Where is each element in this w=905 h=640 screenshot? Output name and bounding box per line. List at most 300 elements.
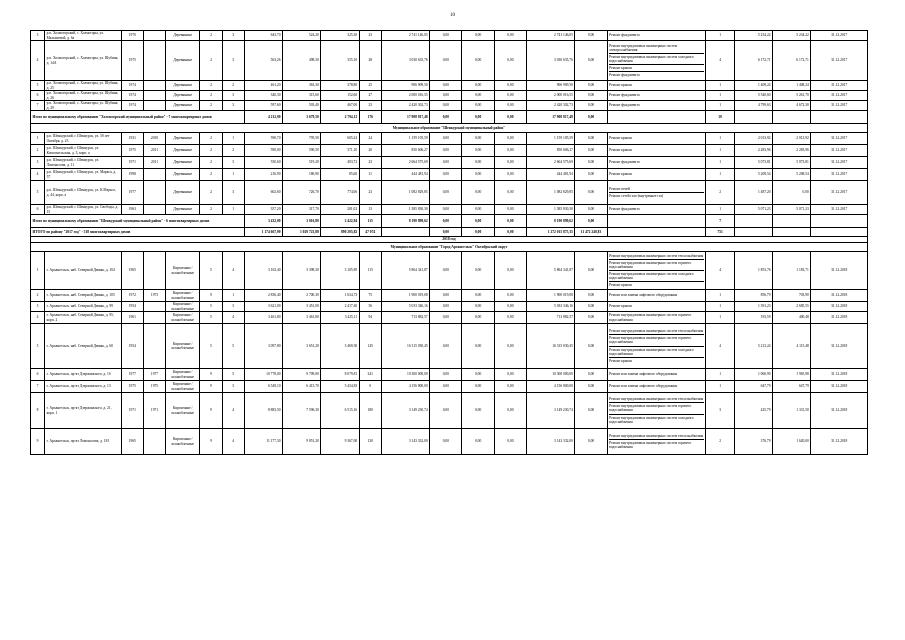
residents-cell: 341 <box>359 369 381 381</box>
entrances-cell: 4 <box>222 429 244 455</box>
regional-budget-cell: 0,00 <box>462 302 494 312</box>
total-cost-cell: 5 033 346,16 <box>381 302 429 312</box>
total-area-cell: 3 461,80 <box>244 312 282 324</box>
total-cost-cell: 850 606,27 <box>381 145 429 157</box>
work-type-item: Ремонт сетей газо-(внутреннее газ) <box>609 194 664 198</box>
regional-budget-cell: 0,00 <box>462 101 494 111</box>
owned-area-cell: 403,72 <box>321 157 359 169</box>
floors-cell: 2 <box>200 169 222 181</box>
total-area-cell: 550,60 <box>244 157 282 169</box>
municipality-header-row <box>31 243 868 252</box>
regional-budget-cell: 0,00 <box>462 157 494 169</box>
floors-cell: 9 <box>200 290 222 302</box>
other-funds-cell: 0,00 <box>575 145 607 157</box>
wall-material-cell: Деревянные <box>166 157 200 169</box>
wall-material-cell: Кирпичные / шлакоблочные <box>166 429 200 455</box>
fund-cell: 0,00 <box>430 369 462 381</box>
repair-year-cell: 1975 <box>143 381 165 393</box>
living-area-cell: 9 709,00 <box>283 369 321 381</box>
repair-year-cell: 2010 <box>143 133 165 145</box>
fund-cell: 0,00 <box>430 181 462 205</box>
entrances-cell: 1 <box>222 133 244 145</box>
local-budget-cell: 0,00 <box>494 228 526 237</box>
living-area-cell: 3 679,50 <box>283 111 321 124</box>
entrances-cell: 5 <box>222 324 244 369</box>
address-cell: р.п. Шенкурский, г. Шенкурск, ул. Ломоносова, д. 11 <box>45 157 122 169</box>
works-count-cell: 7 <box>706 215 734 228</box>
entrances-cell: 1 <box>222 169 244 181</box>
total-cost-cell: 3 143 332,00 <box>381 429 429 455</box>
row-number: 6 <box>31 91 45 101</box>
works-cell <box>607 41 706 81</box>
works-cell <box>607 101 706 111</box>
work-type-item: Ремонт внутридомовых инженерных систем горячего водоснабжения <box>609 313 692 322</box>
table-row <box>31 169 868 181</box>
address-cell: р.п. Холмогорский, с. Холмогоры, ул. Шубина, д. 14А <box>45 41 122 81</box>
address-cell: г. Архангельск, наб. Северной Двины, д. 105 <box>45 290 122 302</box>
local-budget-cell: 0,00 <box>494 169 526 181</box>
regional-budget-cell: 0,00 <box>462 381 494 393</box>
local-budget-cell: 0,00 <box>494 302 526 312</box>
work-type-item: Ремонт внутридомовых инженерных систем горячего водоснабжения <box>609 260 704 271</box>
row-number: 1 <box>31 133 45 145</box>
entrances-cell: 3 <box>222 41 244 81</box>
floors-cell: 2 <box>200 181 222 205</box>
unit-cost-cell <box>734 215 772 228</box>
deadline-cell: 31.12.2018 <box>811 302 868 312</box>
repair-year-cell <box>143 91 165 101</box>
fund-cell: 0,00 <box>430 228 462 237</box>
total-cost-cell: 3 030 635,76 <box>381 41 429 81</box>
row-number: 3 <box>31 302 45 312</box>
repair-year-cell: 1973 <box>143 290 165 302</box>
total-area-cell: 602,60 <box>244 181 282 205</box>
total-cost-cell: 4 156 800,00 <box>381 381 429 393</box>
deadline-cell: 31.12.2018 <box>811 381 868 393</box>
repair-register-table <box>30 30 868 455</box>
total-area-cell: 340,30 <box>244 91 282 101</box>
work-type-item: Ремонт внутридомовых инженерных систем теплоснабжения <box>609 253 704 260</box>
other-funds-cell: 0,00 <box>575 215 607 228</box>
repair-year-cell <box>143 31 165 41</box>
owned-area-cell: 2 794,12 <box>321 111 359 124</box>
total-cost-cell: 1 082 829,85 <box>381 181 429 205</box>
owners-funds-cell: 8 190 899,62 <box>527 215 575 228</box>
row-number: 6 <box>31 205 45 215</box>
max-unit-cost-cell: 5 073,81 <box>773 157 811 169</box>
row-number: 2 <box>31 145 45 157</box>
owners-funds-cell: 5 864 341,87 <box>527 252 575 290</box>
regional-budget-cell: 0,00 <box>462 205 494 215</box>
deadline-cell: 31.12.2017 <box>811 157 868 169</box>
fund-cell: 0,00 <box>430 205 462 215</box>
table-row <box>31 252 868 290</box>
table-row <box>31 81 868 91</box>
unit-cost-cell: 5 540,60 <box>734 91 772 101</box>
deadline-cell: 31.12.2018 <box>811 429 868 455</box>
works-count-cell: 1 <box>706 312 734 324</box>
table-row <box>31 369 868 381</box>
address-cell: г. Архангельск, пр-кт Ломоносова, д. 181 <box>45 429 122 455</box>
total-area-cell: 216,90 <box>244 169 282 181</box>
table-row <box>31 181 868 205</box>
max-unit-cost-cell: 1 408,24 <box>773 81 811 91</box>
unit-cost-cell: 1 391,23 <box>734 302 772 312</box>
local-budget-cell: 0,00 <box>494 157 526 169</box>
residents-cell: 24 <box>359 133 381 145</box>
regional-budget-cell: 0,00 <box>462 145 494 157</box>
deadline-cell: 31.12.2017 <box>811 133 868 145</box>
max-unit-cost-cell: 2 283,96 <box>773 145 811 157</box>
max-unit-cost-cell: 1 620,00 <box>773 429 811 455</box>
total-row <box>31 215 868 228</box>
repair-year-cell <box>143 41 165 81</box>
address-cell: г. Архангельск, наб. Северной Двины, д. 99 <box>45 302 122 312</box>
local-budget-cell: 0,00 <box>494 205 526 215</box>
residents-cell: 115 <box>359 215 381 228</box>
total-area-cell: 643,70 <box>244 31 282 41</box>
owners-funds-cell: 3 030 635,76 <box>527 41 575 81</box>
residents-cell: 145 <box>359 324 381 369</box>
build-year-cell: 1954 <box>121 302 143 312</box>
max-unit-cost-cell: 5 234,22 <box>773 31 811 41</box>
row-number: 4 <box>31 312 45 324</box>
wall-material-cell: Кирпичные / шлакоблочные <box>166 302 200 312</box>
max-unit-cost-cell: 5 261,70 <box>773 91 811 101</box>
total-area-cell: 8 883,50 <box>244 393 282 429</box>
work-type-item: Ремонт крыши <box>609 148 632 153</box>
address-cell: р.п. Шенкурский, г. Шенкурск, ул. Маркса, д. 57 <box>45 169 122 181</box>
municipality-title: Муниципальное образование "Шенкурский муниципальный район" <box>31 124 868 133</box>
total-cost-cell: 1 159 105,59 <box>381 133 429 145</box>
local-budget-cell: 0,00 <box>494 41 526 81</box>
owners-funds-cell: 2 420 302,73 <box>527 101 575 111</box>
living-area-cell: 2 700,30 <box>283 290 321 302</box>
residents-cell: 75 <box>359 290 381 302</box>
floors-cell: 2 <box>200 145 222 157</box>
deadline-cell <box>811 111 868 124</box>
owners-funds-cell: 1 272 015 875,35 <box>527 228 575 237</box>
local-budget-cell: 0,00 <box>494 252 526 290</box>
local-budget-cell: 0,00 <box>494 181 526 205</box>
other-funds-cell: 0,00 <box>575 133 607 145</box>
living-area-cell: 519,20 <box>283 157 321 169</box>
fund-cell: 0,00 <box>430 41 462 81</box>
build-year-cell: 1975 <box>121 41 143 81</box>
unit-cost-cell: 5 213,24 <box>734 324 772 369</box>
total-label-cell: Итого по муниципальному образованию "Холмогорский муниципальный район" - 7 многоквартирных домов <box>31 111 245 124</box>
work-type-item: Ремонт или замена лифтового оборудования <box>609 384 678 389</box>
row-number: 7 <box>31 381 45 393</box>
owned-area-cell: 5 434,83 <box>321 381 359 393</box>
works-cell <box>607 429 706 455</box>
total-area-cell: 461,20 <box>244 81 282 91</box>
owned-area-cell: 3 425,11 <box>321 312 359 324</box>
total-cost-cell: 8 190 899,62 <box>381 215 429 228</box>
regional-budget-cell: 0,00 <box>462 252 494 290</box>
owned-area-cell: 890 205,82 <box>321 228 359 237</box>
build-year-cell: 1974 <box>121 101 143 111</box>
max-unit-cost-cell: 1 331,50 <box>773 393 811 429</box>
owned-area-cell: 2 422,94 <box>321 215 359 228</box>
max-unit-cost-cell <box>773 228 811 237</box>
wall-material-cell: Кирпичные / шлакоблочные <box>166 290 200 302</box>
works-count-cell: 1 <box>706 369 734 381</box>
works-cell <box>607 252 706 290</box>
work-type-item: Ремонт внутридомовых инженерных систем горячего водоснабжения <box>609 403 704 414</box>
fund-cell: 0,00 <box>430 91 462 101</box>
unit-cost-cell <box>734 111 772 124</box>
repair-year-cell <box>143 169 165 181</box>
residents-cell: 11 <box>359 169 381 181</box>
address-cell: р.п. Холмогорский, с. Холмогоры, ул. Шубина, д. 29 <box>45 101 122 111</box>
works-cell <box>607 290 706 302</box>
owners-funds-cell: 850 606,27 <box>527 145 575 157</box>
address-cell: г. Архангельск, пр-кт Дзержинского, д. 1б <box>45 369 122 381</box>
repair-year-cell <box>143 101 165 111</box>
regional-budget-cell: 0,00 <box>462 312 494 324</box>
owners-funds-cell: 2 664 575,69 <box>527 157 575 169</box>
max-unit-cost-cell: 5 208,54 <box>773 169 811 181</box>
other-funds-cell: 11 472 248,83 <box>575 228 607 237</box>
total-cost-cell: 2 741 146,05 <box>381 31 429 41</box>
entrances-cell: 4 <box>222 252 244 290</box>
owners-funds-cell: 713 882,57 <box>527 312 575 324</box>
row-number: 9 <box>31 429 45 455</box>
total-cost-cell: 3 149 230,74 <box>381 393 429 429</box>
row-number: 7 <box>31 101 45 111</box>
living-area-cell: 7 596,30 <box>283 393 321 429</box>
owned-area-cell: 2 417,40 <box>321 302 359 312</box>
fund-cell: 0,00 <box>430 252 462 290</box>
deadline-cell: 31.12.2017 <box>811 41 868 81</box>
works-count-cell: 1 <box>706 290 734 302</box>
build-year-cell: 1977 <box>121 181 143 205</box>
total-area-cell: 6 549,10 <box>244 381 282 393</box>
table-row <box>31 381 868 393</box>
table-row <box>31 157 868 169</box>
total-area-cell: 11 177,30 <box>244 429 282 455</box>
work-type-item: Ремонт внутридомовых инженерных систем горячего водоснабжения <box>609 335 704 346</box>
fund-cell: 0,00 <box>430 324 462 369</box>
residents-cell: 23 <box>359 157 381 169</box>
entrances-cell: 1 <box>222 290 244 302</box>
fund-cell: 0,00 <box>430 145 462 157</box>
max-unit-cost-cell: 4 672,30 <box>773 101 811 111</box>
unit-cost-cell: 1 060,90 <box>734 369 772 381</box>
residents-cell: 0 <box>359 381 381 393</box>
works-count-cell: 1 <box>706 133 734 145</box>
total-area-cell: 563,26 <box>244 41 282 81</box>
floors-cell: 5 <box>200 312 222 324</box>
address-cell: г. Архангельск, наб. Северной Двины, д. 60 <box>45 324 122 369</box>
regional-budget-cell: 0,00 <box>462 91 494 101</box>
entrances-cell: 3 <box>222 157 244 169</box>
local-budget-cell: 0,00 <box>494 91 526 101</box>
wall-material-cell: Деревянные <box>166 91 200 101</box>
wall-material-cell: Кирпичные / шлакоблочные <box>166 312 200 324</box>
repair-year-cell: 2011 <box>143 157 165 169</box>
unit-cost-cell: 2 283,96 <box>734 145 772 157</box>
works-count-cell: 1 <box>706 31 734 41</box>
local-budget-cell: 0,00 <box>494 111 526 124</box>
regional-budget-cell: 0,00 <box>462 228 494 237</box>
living-area-cell: 795,50 <box>283 133 321 145</box>
work-type-item: Ремонт крыши <box>609 283 632 288</box>
entrances-cell: 3 <box>222 181 244 205</box>
total-row <box>31 228 868 237</box>
total-cost-cell: 16 315 030,45 <box>381 324 429 369</box>
owned-area-cell: 467,00 <box>321 101 359 111</box>
entrances-cell: 2 <box>222 81 244 91</box>
total-cost-cell: 713 882,57 <box>381 312 429 324</box>
deadline-cell <box>811 228 868 237</box>
max-unit-cost-cell <box>773 215 811 228</box>
other-funds-cell: 0,00 <box>575 429 607 455</box>
total-cost-cell: 2 000 016,55 <box>381 91 429 101</box>
owned-area-cell: 774,06 <box>321 181 359 205</box>
residents-cell: 23 <box>359 181 381 205</box>
living-area-cell: 317,70 <box>283 205 321 215</box>
residents-cell: 23 <box>359 101 381 111</box>
unit-cost-cell: 6 172,71 <box>734 41 772 81</box>
works-cell <box>607 302 706 312</box>
build-year-cell: 1998 <box>121 169 143 181</box>
work-type-item: Ремонт крыши <box>609 304 632 309</box>
total-area-cell: 2 836,40 <box>244 290 282 302</box>
wall-material-cell: Кирпичные / шлакоблочные <box>166 393 200 429</box>
works-count-cell: 1 <box>706 81 734 91</box>
works-count-cell: 2 <box>706 429 734 455</box>
living-area-cell: 498,30 <box>283 41 321 81</box>
regional-budget-cell: 0,00 <box>462 369 494 381</box>
living-area-cell: 503,40 <box>283 101 321 111</box>
unit-cost-cell: 425,79 <box>734 393 772 429</box>
floors-cell: 2 <box>200 81 222 91</box>
owned-area-cell: 378,80 <box>321 81 359 91</box>
work-type-item: Ремонт внутридомовых инженерных систем холодного водоснабжения <box>609 54 704 65</box>
owners-funds-cell: 10 300 000,00 <box>527 369 575 381</box>
work-type-item: Ремонт крыши <box>609 65 704 72</box>
wall-material-cell: Деревянные <box>166 181 200 205</box>
max-unit-cost-cell: 703,90 <box>773 290 811 302</box>
work-type-item: Ремонт фундамента <box>609 93 640 98</box>
total-label-cell: Итого по муниципальному образованию "Шенкурский муниципальный район" - 6 многоквартирных домов <box>31 215 245 228</box>
entrances-cell: 1 <box>222 205 244 215</box>
residents-cell: 56 <box>359 302 381 312</box>
owned-area-cell: 605,24 <box>321 133 359 145</box>
owned-area-cell: 85,60 <box>321 169 359 181</box>
deadline-cell: 31.12.2017 <box>811 169 868 181</box>
floors-cell: 2 <box>200 205 222 215</box>
deadline-cell: 31.12.2018 <box>811 393 868 429</box>
deadline-cell: 31.12.2018 <box>811 312 868 324</box>
wall-material-cell: Кирпичные / шлакоблочные <box>166 324 200 369</box>
local-budget-cell: 0,00 <box>494 369 526 381</box>
unit-cost-cell: 856,79 <box>734 290 772 302</box>
floors-cell: 2 <box>200 31 222 41</box>
local-budget-cell: 0,00 <box>494 312 526 324</box>
local-budget-cell: 0,00 <box>494 145 526 157</box>
page-number: 10 <box>450 13 455 18</box>
other-funds-cell: 0,00 <box>575 81 607 91</box>
repair-year-cell <box>143 429 165 455</box>
row-number: 1 <box>31 252 45 290</box>
other-funds-cell: 0,00 <box>575 91 607 101</box>
owners-funds-cell: 1 900 019,08 <box>527 290 575 302</box>
regional-budget-cell: 0,00 <box>462 133 494 145</box>
regional-budget-cell: 0,00 <box>462 31 494 41</box>
entrances-cell: 4 <box>222 393 244 429</box>
wall-material-cell: Деревянные <box>166 169 200 181</box>
total-cost-cell: 1 385 830,30 <box>381 205 429 215</box>
build-year-cell: 1975 <box>121 145 143 157</box>
works-count-cell: 4 <box>706 41 734 81</box>
owners-funds-cell: 3 143 332,00 <box>527 429 575 455</box>
floors-cell: 2 <box>200 133 222 145</box>
living-area-cell: 3 398,30 <box>283 252 321 290</box>
repair-year-cell: 2011 <box>143 145 165 157</box>
owned-area-cell: 325,30 <box>321 31 359 41</box>
entrances-cell: 3 <box>222 91 244 101</box>
owners-funds-cell: 17 908 817,48 <box>527 111 575 124</box>
floors-cell: 9 <box>200 393 222 429</box>
regional-budget-cell: 0,00 <box>462 290 494 302</box>
fund-cell: 0,00 <box>430 302 462 312</box>
work-type-item: Ремонт внутридомовых инженерных систем электроснабжения <box>609 43 704 54</box>
address-cell: р.п. Шенкурский, г. Шенкурск, ул. Комсомольская, д. 3, корп. а <box>45 145 122 157</box>
address-cell: р.п. Шенкурский, г. Шенкурск, ул. Свободы, д. 15 <box>45 205 122 215</box>
residents-cell: 47 074 <box>359 228 381 237</box>
row-number: 3 <box>31 157 45 169</box>
wall-material-cell: Кирпичные / шлакоблочные <box>166 369 200 381</box>
total-area-cell: 4 212,00 <box>244 111 282 124</box>
owners-funds-cell: 5 033 346,16 <box>527 302 575 312</box>
works-cell <box>607 205 706 215</box>
residents-cell: 20 <box>359 145 381 157</box>
total-area-cell: 3 432,00 <box>244 215 282 228</box>
local-budget-cell: 0,00 <box>494 133 526 145</box>
max-unit-cost-cell: 5 071,23 <box>773 205 811 215</box>
table-row <box>31 429 868 455</box>
fund-cell: 0,00 <box>430 157 462 169</box>
work-type-item: Ремонт внутридомовых инженерных систем холодного водоснабжения <box>609 415 694 424</box>
fund-cell: 0,00 <box>430 381 462 393</box>
living-area-cell: 3 451,00 <box>283 302 321 312</box>
residents-cell: 176 <box>359 111 381 124</box>
wall-material-cell: Деревянные <box>166 41 200 81</box>
works-cell <box>607 133 706 145</box>
total-cost-cell: 10 300 000,00 <box>381 369 429 381</box>
max-unit-cost-cell: 1 183,71 <box>773 252 811 290</box>
address-cell: р.п. Шенкурский, г. Шенкурск, ул. 50 лет Октября, д. 23 <box>45 133 122 145</box>
unit-cost-cell: 647,79 <box>734 381 772 393</box>
other-funds-cell: 0,00 <box>575 302 607 312</box>
owned-area-cell: 8 079,81 <box>321 369 359 381</box>
unit-cost-cell: 1 408,24 <box>734 81 772 91</box>
work-type-item: Ремонт крыши <box>609 358 632 363</box>
total-area-cell: 590,00 <box>244 145 282 157</box>
deadline-cell: 31.12.2018 <box>811 324 868 369</box>
floors-cell: 2 <box>200 91 222 101</box>
build-year-cell: 1961 <box>121 312 143 324</box>
residents-cell: 28 <box>359 41 381 81</box>
deadline-cell: 31.12.2017 <box>811 31 868 41</box>
fund-cell: 0,00 <box>430 393 462 429</box>
works-cell <box>607 91 706 101</box>
total-cost-cell: 2 664 575,69 <box>381 157 429 169</box>
wall-material-cell: Деревянные <box>166 145 200 157</box>
